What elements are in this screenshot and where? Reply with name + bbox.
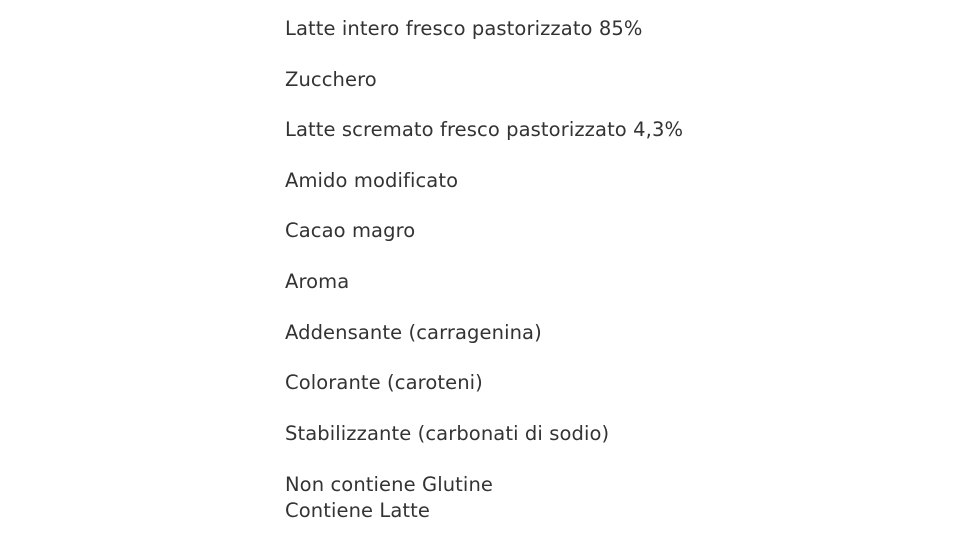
- gluten-statement: Non contiene Glutine: [285, 473, 494, 496]
- ingredient-item: Latte scremato fresco pastorizzato 4,3%: [285, 118, 684, 142]
- ingredients-list: [285, 16, 925, 471]
- ingredient-item: Aroma: [285, 269, 350, 293]
- ingredient-item: Latte intero fresco pastorizzato 85%: [285, 17, 643, 40]
- milk-statement: Contiene Latte: [285, 498, 431, 522]
- ingredient-item: Stabilizzante (carbonati di sodio): [285, 421, 610, 445]
- ingredient-item: Zucchero: [285, 67, 377, 91]
- ingredient-item: Addensante (carragenina): [285, 320, 542, 344]
- allergen-info: [285, 472, 493, 523]
- ingredient-item: Amido modificato: [285, 168, 459, 192]
- ingredient-item: Cacao magro: [285, 219, 416, 243]
- ingredient-item: Colorante (caroteni): [285, 371, 483, 395]
